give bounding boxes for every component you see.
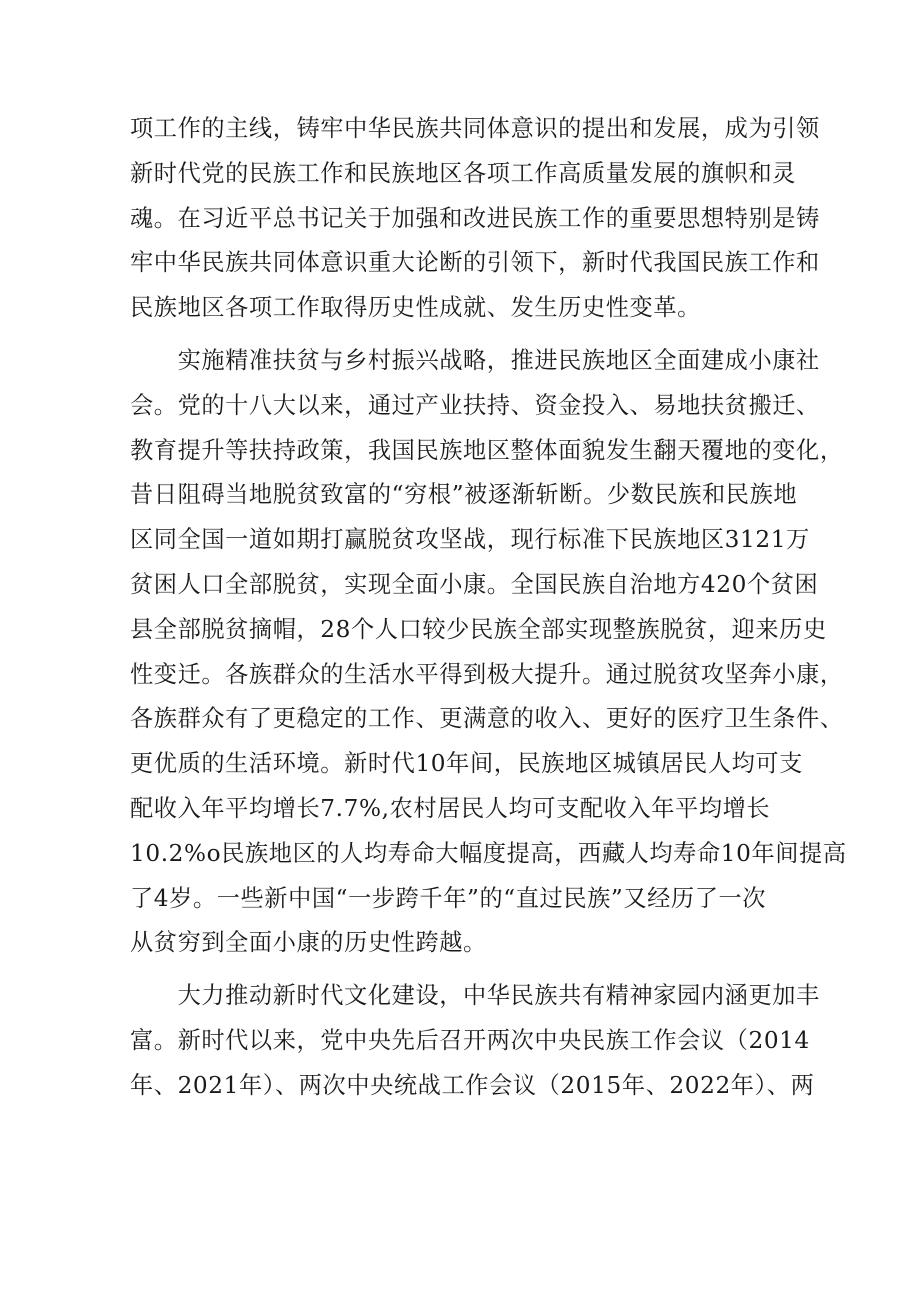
- paragraph: [130, 974, 820, 1108]
- text-line: 魂。在习近平总书记关于加强和改进民族工作的重要思想特别是铸: [130, 204, 820, 232]
- text-line: 更优质的生活环境。新时代10年间，民族地区城镇居民人均可支: [130, 750, 803, 778]
- text-line: 性变迁。各族群众的生活水平得到极大提升。通过脱贫攻坚奔小康，: [130, 660, 844, 688]
- text-line: 区同全国一道如期打赢脱贫攻坚战，现行标准下民族地区3121万: [130, 526, 810, 554]
- text-line: 昔日阻碍当地脱贫致富的“穷根”被逐渐斩断。少数民族和民族地: [130, 481, 798, 509]
- document-body: [130, 107, 847, 1109]
- text-line: 年、2021年）、两次中央统战工作会议（2015年、2022年）、两: [130, 1071, 815, 1099]
- paragraph-spacer: [130, 331, 800, 339]
- paragraph: [130, 107, 820, 331]
- paragraph-spacer: [130, 966, 800, 974]
- text-line: 牢中华民族共同体意识重大论断的引领下，新时代我国民族工作和: [130, 249, 820, 277]
- text-line: 富。新时代以来，党中央先后召开两次中央民族工作会议（2014: [130, 1026, 810, 1054]
- text-line: 项工作的主线，铸牢中华民族共同体意识的提出和发展，成为引领: [130, 115, 820, 142]
- text-line: 民族地区各项工作取得历史性成就、发生历史性变革。: [130, 294, 701, 322]
- text-line: 从贫穷到全面小康的历史性跨越。: [130, 929, 487, 957]
- text-line: 贫困人口全部脱贫，实现全面小康。全国民族自治地方420个贫困: [130, 570, 819, 598]
- text-line: 会。党的十八大以来，通过产业扶持、资金投入、易地扶贫搬迁、: [130, 391, 820, 419]
- paragraph: [130, 339, 847, 966]
- text-line: 大力推动新时代文化建设，中华民族共有精神家园内涵更加丰: [130, 982, 820, 1010]
- text-line: 新时代党的民族工作和民族地区各项工作高质量发展的旗帜和灵: [130, 159, 797, 187]
- text-line: 10.2%o民族地区的人均寿命大幅度提高，西藏人均寿命10年间提高: [130, 839, 847, 867]
- text-line: 县全部脱贫摘帽，28个人口较少民族全部实现整族脱贫，迎来历史: [130, 615, 827, 643]
- text-line: 了4岁。一些新中国“一步跨千年”的“直过民族”又经历了一次: [130, 884, 767, 912]
- text-line: 配收入年平均增长7.7%,农村居民人均可支配收入年平均增长: [130, 794, 771, 822]
- text-line: 实施精准扶贫与乡村振兴战略，推进民族地区全面建成小康社: [130, 346, 820, 374]
- text-line: 各族群众有了更稳定的工作、更满意的收入、更好的医疗卫生条件、: [130, 705, 844, 733]
- text-line: 教育提升等扶持政策，我国民族地区整体面貌发生翻天覆地的变化，: [130, 436, 844, 464]
